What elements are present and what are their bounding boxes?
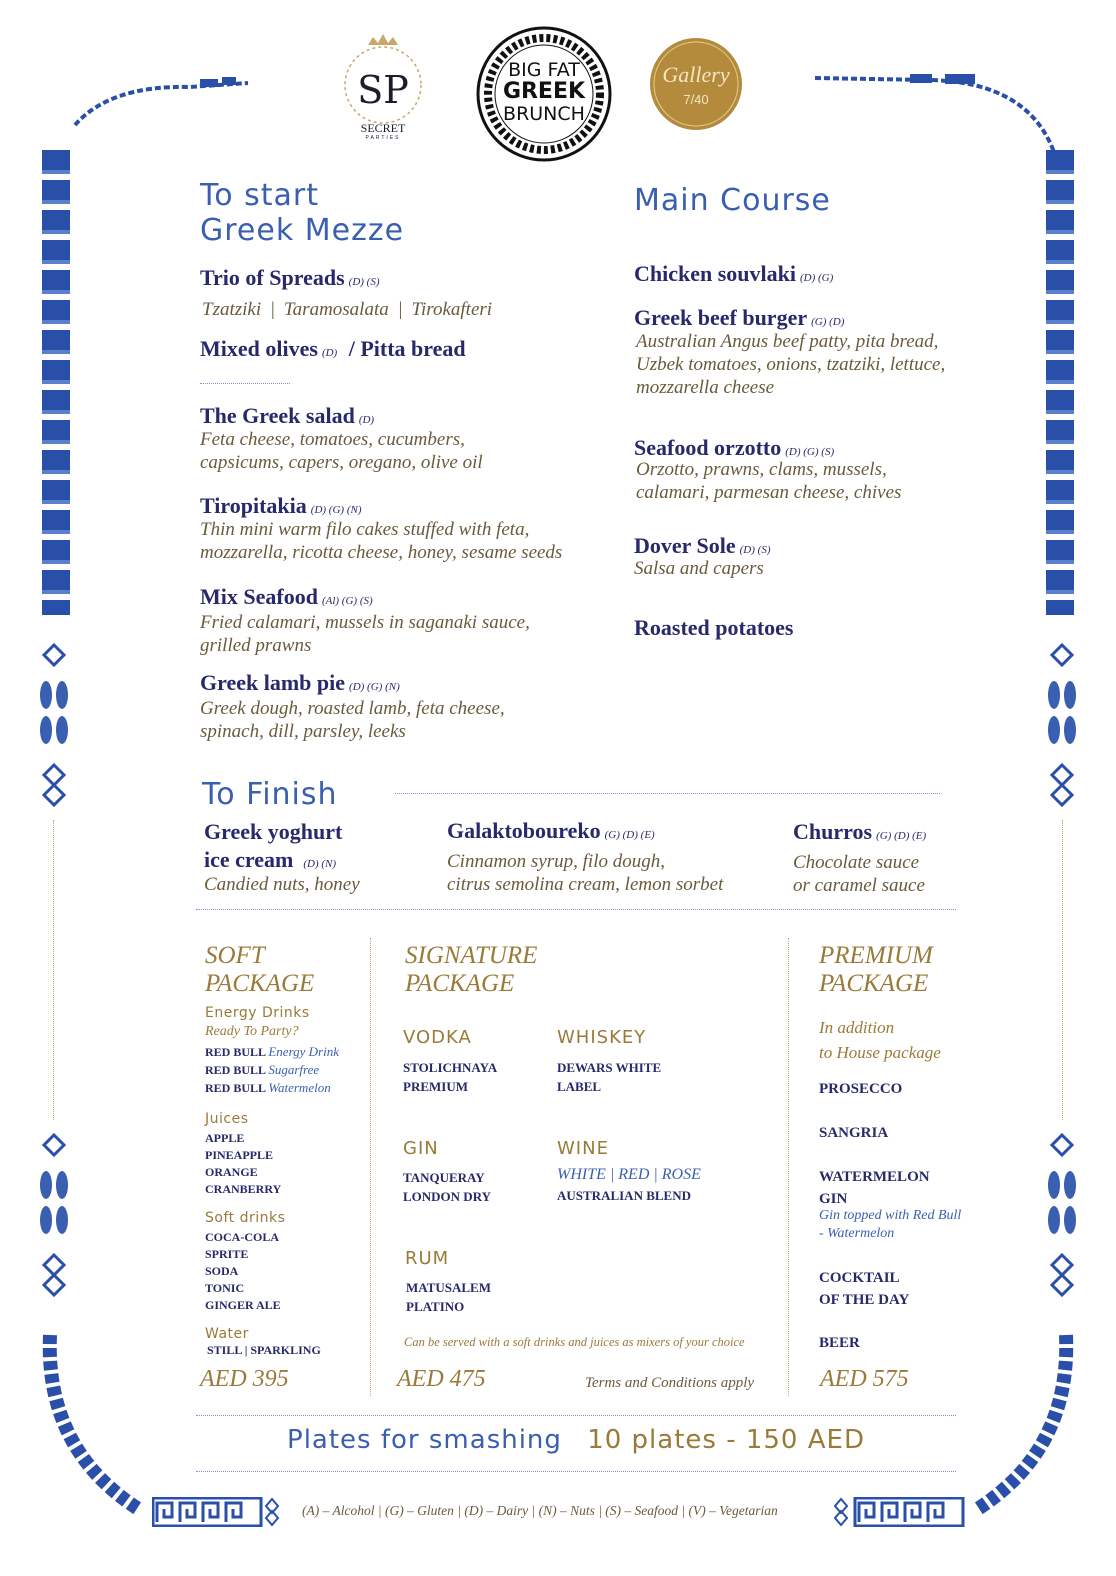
dish-name: Greek beef burger <box>634 305 808 330</box>
list-item: TONIC <box>205 1281 245 1295</box>
to-finish-heading: To Finish <box>202 777 338 812</box>
rum-brand: MATUSALEM PLATINO <box>406 1280 491 1314</box>
juices-heading: Juices <box>205 1111 249 1127</box>
wine-heading: WINE <box>557 1138 609 1159</box>
premium-package-price: AED 575 <box>820 1366 909 1392</box>
whiskey-heading: WHISKEY <box>557 1027 647 1048</box>
dish-name: Galaktoboureko <box>447 818 601 843</box>
bottom-left-mosaic-ornament <box>40 1330 150 1520</box>
dish-name: Churros <box>793 819 873 844</box>
starter-divider <box>200 383 290 384</box>
water-options: STILL | SPARKLING <box>207 1343 321 1357</box>
right-leaf-ornament-upper <box>1044 640 1080 810</box>
premium-sangria: SANGRIA <box>819 1125 889 1141</box>
to-start-heading: To start <box>200 178 319 213</box>
main-dish-5 <box>634 615 794 641</box>
dish-name-line2: ice cream <box>204 847 294 872</box>
soft-drinks-heading: Soft drinks <box>205 1210 286 1226</box>
main-dish-2 <box>634 305 844 331</box>
secret-parties-logo <box>333 30 433 145</box>
gin-heading: GIN <box>403 1138 439 1159</box>
soft-package-title: SOFT PACKAGE <box>205 942 315 997</box>
premium-watermelon-gin-desc: Gin topped with Red Bull - Watermelon <box>819 1208 962 1241</box>
big-fat-greek-brunch-logo <box>476 26 612 162</box>
footer-meander-left <box>152 1497 282 1527</box>
list-item: RED BULL Sugarfree <box>205 1062 320 1077</box>
package-divider-1 <box>370 938 371 1396</box>
juices-list <box>205 1130 281 1198</box>
plates-bottom-rule <box>196 1471 956 1472</box>
premium-beer: BEER <box>819 1335 860 1351</box>
starter-dish-5-desc: Fried calamari, mussels in saganaki sauce, grilled prawns <box>200 612 530 656</box>
list-item: GINGER ALE <box>205 1298 281 1312</box>
starter-dish-1-desc: Tzatziki | Taramosalata | Tirokafteri <box>202 299 493 320</box>
plates-top-rule <box>196 1415 956 1416</box>
secret-parties-monogram: SP <box>357 68 409 112</box>
starter-dish-6 <box>200 670 400 696</box>
top-right-border-ornament <box>810 70 1060 160</box>
dessert-3 <box>793 819 926 845</box>
mixers-note: Can be served with a soft drinks and juices as mixers of your choice <box>404 1335 745 1349</box>
energy-drinks-subtitle: Ready To Party? <box>205 1024 299 1039</box>
left-leaf-ornament-upper <box>36 640 72 810</box>
dish-tags: (Al) (G) (S) <box>321 595 373 607</box>
starter-dish-5 <box>200 584 373 610</box>
right-wave-border <box>1046 150 1074 615</box>
dish-name: The Greek salad <box>200 403 355 428</box>
dish-tags: (D) (G) (N) <box>310 504 362 516</box>
allergen-legend: (A) – Alcohol | (G) – Gluten | (D) – Dairy | (N) – Nuts | (S) – Seafood | (V) – Vegetarian <box>302 1503 778 1518</box>
to-finish-rule <box>395 793 940 794</box>
dish-tags: (G) (D) (E) <box>876 830 927 842</box>
dessert-3-desc: Chocolate sauce or caramel sauce <box>793 852 925 896</box>
dish-tags: (D) (S) <box>348 276 380 288</box>
premium-prosecco: PROSECCO <box>819 1081 903 1097</box>
list-item: RED BULL Watermelon <box>205 1080 331 1095</box>
soft-drinks-list <box>205 1229 281 1314</box>
left-dotted-line <box>53 820 54 1120</box>
secret-parties-sub: PARTIES <box>365 135 401 141</box>
dish-name: Mixed olives <box>200 336 318 361</box>
starter-dish-6-desc: Greek dough, roasted lamb, feta cheese, spinach, dill, parsley, leeks <box>200 698 505 742</box>
dish-tags: (D) (N) <box>303 858 337 870</box>
dessert-1-desc: Candied nuts, honey <box>204 874 360 895</box>
list-item: CRANBERRY <box>205 1182 282 1196</box>
plates-label: Plates for smashing <box>287 1425 562 1455</box>
dessert-2 <box>447 818 655 844</box>
water-heading: Water <box>205 1326 249 1342</box>
soft-package-price: AED 395 <box>200 1366 289 1392</box>
desserts-bottom-rule <box>196 909 956 910</box>
gallery-logo-sub: 7/40 <box>683 92 709 107</box>
list-item: APPLE <box>205 1131 245 1145</box>
signature-package-title: SIGNATURE PACKAGE <box>405 942 538 997</box>
footer-meander-right <box>833 1497 965 1527</box>
main-dish-1 <box>634 261 833 287</box>
secret-parties-text: SECRET <box>360 121 406 135</box>
dish-name: Greek lamb pie <box>200 670 346 695</box>
gin-brand: TANQUERAY LONDON DRY <box>403 1170 492 1204</box>
main-dish-3-desc: Orzotto, prawns, clams, mussels, calamari, parmesan cheese, chives <box>636 459 902 503</box>
brunch-logo-line2: GREEK <box>502 79 586 104</box>
dish-name: Dover Sole <box>634 533 736 558</box>
left-leaf-ornament-lower <box>36 1130 72 1300</box>
plates-banner <box>196 1425 956 1455</box>
right-leaf-ornament-lower <box>1044 1130 1080 1300</box>
premium-cocktail: COCKTAIL OF THE DAY <box>819 1270 910 1308</box>
signature-package-price: AED 475 <box>397 1366 486 1392</box>
main-dish-4 <box>634 533 771 559</box>
dish-tags: (G) (D) (E) <box>604 829 655 841</box>
dish-tags: (D) (S) <box>739 544 771 556</box>
wine-types: WHITE | RED | ROSE <box>557 1166 701 1183</box>
dish-name: Greek yoghurt <box>204 819 343 844</box>
dish-name: Tiropitakia <box>200 493 307 518</box>
package-divider-2 <box>788 938 789 1396</box>
dish-tags: (G) (D) <box>811 316 845 328</box>
dish-tags: (D) <box>358 414 375 426</box>
dish-name: Roasted potatoes <box>634 615 794 640</box>
gallery-logo <box>648 36 744 132</box>
starter-dish-2 <box>200 336 466 362</box>
starter-dish-1 <box>200 265 380 291</box>
bottom-right-mosaic-ornament <box>966 1330 1076 1520</box>
list-item: ORANGE <box>205 1165 258 1179</box>
whiskey-brand: DEWARS WHITE LABEL <box>557 1060 662 1094</box>
energy-drinks-list <box>205 1043 339 1097</box>
dish-tags: (D) (G) <box>800 272 834 284</box>
brunch-logo-line1: BIG FAT <box>508 59 580 81</box>
terms-conditions: Terms and Conditions apply <box>585 1375 755 1391</box>
dish-name: Seafood orzotto <box>634 435 782 460</box>
premium-addition-note: In addition to House package <box>819 1018 941 1062</box>
brunch-logo-line3: BRUNCH <box>503 103 585 125</box>
dish-tags: (D) (G) (N) <box>349 681 400 693</box>
left-wave-border <box>42 150 70 615</box>
list-item: SODA <box>205 1264 239 1278</box>
main-dish-4-desc: Salsa and capers <box>634 558 764 579</box>
dessert-1 <box>204 818 342 878</box>
premium-package-title: PREMIUM PACKAGE <box>819 942 933 997</box>
vodka-brand: STOLICHNAYA PREMIUM <box>403 1060 498 1094</box>
rum-heading: RUM <box>405 1248 450 1269</box>
list-item: PINEAPPLE <box>205 1148 274 1162</box>
dish-name: Trio of Spreads <box>200 265 345 290</box>
dish-name-secondary: / Pitta bread <box>348 336 466 361</box>
list-item: RED BULL Energy Drink <box>205 1044 339 1059</box>
starter-dish-4 <box>200 493 361 519</box>
dish-tags: (D) (G) (S) <box>785 446 835 458</box>
wine-blend: AUSTRALIAN BLEND <box>557 1188 691 1203</box>
right-dotted-line <box>1062 820 1063 1120</box>
starter-dish-3-desc: Feta cheese, tomatoes, cucumbers, capsicums, capers, oregano, olive oil <box>200 429 483 473</box>
greek-mezze-heading: Greek Mezze <box>200 213 405 248</box>
dish-name: Mix Seafood <box>200 584 318 609</box>
dessert-2-desc: Cinnamon syrup, filo dough, citrus semolina cream, lemon sorbet <box>447 851 724 895</box>
energy-drinks-heading: Energy Drinks <box>205 1005 310 1021</box>
plates-offer: 10 plates - 150 AED <box>587 1425 865 1455</box>
main-dish-2-desc: Australian Angus beef patty, pita bread, Uzbek tomatoes, onions, tzatziki, lettuce, mozzarella cheese <box>636 331 946 398</box>
dish-tags: (D) <box>321 347 338 359</box>
premium-watermelon-gin: WATERMELON GIN <box>819 1169 930 1207</box>
main-course-heading: Main Course <box>634 183 831 218</box>
list-item: COCA-COLA <box>205 1230 279 1244</box>
list-item: SPRITE <box>205 1247 249 1261</box>
starter-dish-4-desc: Thin mini warm filo cakes stuffed with feta, mozzarella, ricotta cheese, honey, sesame seeds <box>200 519 563 563</box>
vodka-heading: VODKA <box>403 1027 472 1048</box>
top-left-border-ornament <box>70 75 250 130</box>
starter-dish-3 <box>200 403 374 429</box>
dish-name: Chicken souvlaki <box>634 261 796 286</box>
gallery-logo-text: Gallery <box>662 62 730 87</box>
